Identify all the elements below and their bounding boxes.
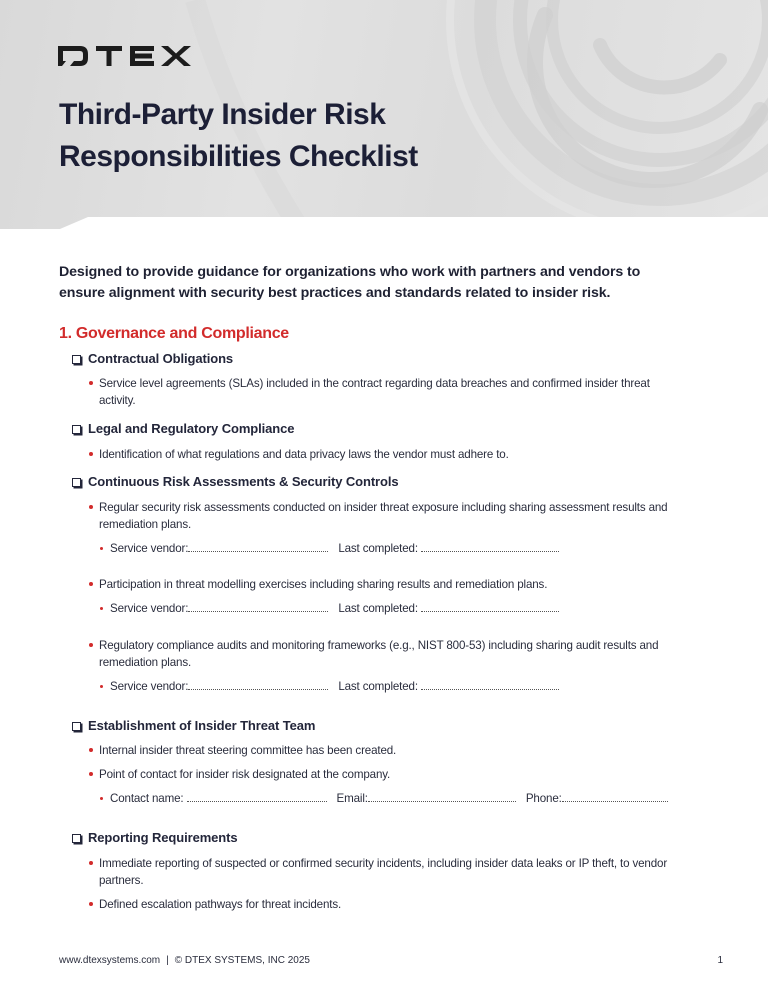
phone-field[interactable]: [562, 791, 668, 802]
last-completed-field[interactable]: [421, 601, 559, 612]
checklist-group-reporting-requirements[interactable]: [72, 830, 237, 845]
checkbox-icon[interactable]: [72, 478, 81, 487]
list-item: Participation in threat modelling exercises including sharing results and remediation plans.: [99, 576, 689, 593]
list-item: Service level agreements (SLAs) included in the contract regarding data breaches and confirmed insider threat activity.: [99, 375, 689, 409]
website-link[interactable]: www.dtexsystems.com: [59, 955, 161, 966]
service-vendor-field[interactable]: [188, 679, 328, 690]
copyright-text: © DTEX SYSTEMS, INC 2025: [174, 955, 310, 966]
bullet-icon: [89, 902, 93, 906]
intro-paragraph: Designed to provide guidance for organizations who work with partners and vendors to ensure alignment with security best practices and standards related to insider risk.: [59, 264, 641, 301]
list-item: Immediate reporting of suspected or confirmed security incidents, including insider data leaks or IP theft, to vendor partners.: [99, 855, 689, 889]
email-field[interactable]: [368, 791, 516, 802]
list-item: Point of contact for insider risk designated at the company.: [99, 766, 689, 783]
vendor-field-row: Service vendor: Last completed:: [110, 541, 569, 555]
group-heading: Reporting Requirements: [88, 830, 238, 845]
checklist-group-contractual-obligations[interactable]: [72, 351, 233, 366]
sub-bullet-icon: [100, 685, 103, 688]
list-item: Internal insider threat steering committee has been created.: [99, 742, 689, 759]
section-title: 1. Governance and Compliance: [59, 325, 289, 342]
page-footer: www.dtexsystems.com | © DTEX SYSTEMS, INC 2025 1: [59, 955, 723, 966]
list-item: Defined escalation pathways for threat incidents.: [99, 896, 689, 913]
contact-name-field[interactable]: [187, 791, 327, 802]
vendor-field-row: Service vendor: Last completed:: [110, 601, 569, 615]
bullet-icon: [89, 861, 93, 865]
bullet-icon: [89, 452, 93, 456]
checkbox-icon[interactable]: [72, 355, 81, 364]
group-heading: Establishment of Insider Threat Team: [88, 718, 316, 733]
bullet-icon: [89, 748, 93, 752]
page-title: [59, 94, 418, 178]
page-number: 1: [717, 955, 723, 966]
checklist-group-legal-regulatory[interactable]: [72, 421, 294, 436]
contact-field-row: Contact name: Email: Phone:: [110, 791, 678, 805]
service-vendor-field[interactable]: [188, 601, 328, 612]
bullet-icon: [89, 381, 93, 385]
dtex-logo: [58, 44, 218, 68]
bullet-icon: [89, 505, 93, 509]
bullet-icon: [89, 643, 93, 647]
sub-bullet-icon: [100, 797, 103, 800]
list-item: Regular security risk assessments conducted on insider threat exposure including sharing assessment results and remediation plans.: [99, 499, 689, 533]
group-heading: Contractual Obligations: [88, 351, 234, 366]
vendor-field-row: Service vendor: Last completed:: [110, 679, 569, 693]
bullet-icon: [89, 582, 93, 586]
list-item: Identification of what regulations and data privacy laws the vendor must adhere to.: [99, 446, 689, 463]
sub-bullet-icon: [100, 547, 103, 550]
list-item: Regulatory compliance audits and monitoring frameworks (e.g., NIST 800-53) including sharing audit results and remediation plans.: [99, 637, 689, 671]
checklist-group-insider-threat-team[interactable]: [72, 718, 315, 733]
checkbox-icon[interactable]: [72, 722, 81, 731]
sub-bullet-icon: [100, 607, 103, 610]
checklist-group-risk-assessments[interactable]: [72, 474, 399, 489]
group-heading: Legal and Regulatory Compliance: [88, 421, 295, 436]
last-completed-field[interactable]: [421, 679, 559, 690]
title-line-1: Third-Party Insider Risk: [59, 98, 386, 131]
bullet-icon: [89, 772, 93, 776]
title-line-2: Responsibilities Checklist: [59, 140, 418, 173]
service-vendor-field[interactable]: [188, 541, 328, 552]
checkbox-icon[interactable]: [72, 834, 81, 843]
group-heading: Continuous Risk Assessments & Security Controls: [88, 474, 399, 489]
last-completed-field[interactable]: [421, 541, 559, 552]
checkbox-icon[interactable]: [72, 425, 81, 434]
